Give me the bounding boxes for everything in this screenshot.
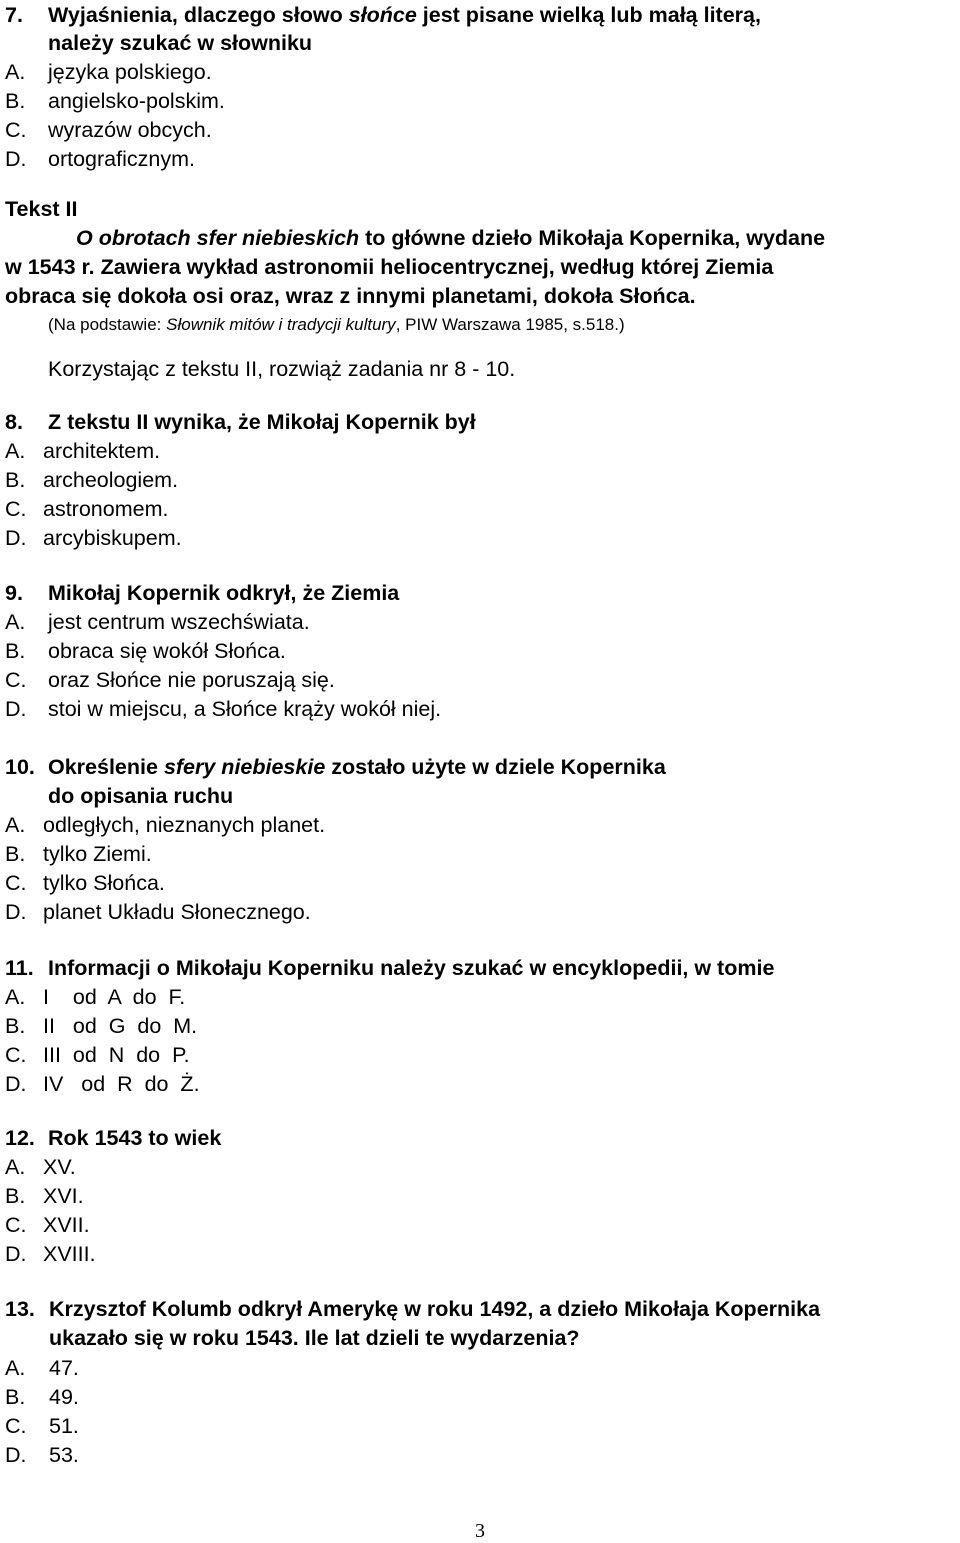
- q12-option-c: C. XVII.: [5, 1213, 90, 1237]
- q10-option-a: A. odległych, nieznanych planet.: [5, 813, 326, 837]
- q8-option-a: A. architektem.: [5, 439, 161, 463]
- q11-option-c: C. III od N do P.: [5, 1043, 190, 1067]
- q12-option-a: A. XV.: [5, 1155, 76, 1179]
- q9-option-b: B. obraca się wokół Słońca.: [5, 639, 286, 663]
- q11-option-d: D. IV od R do Ż.: [5, 1072, 200, 1096]
- text2-instruction: Korzystając z tekstu II, rozwiąż zadania nr 8 - 10.: [48, 357, 516, 381]
- q11-option-a: A. I od A do F.: [5, 985, 186, 1009]
- q13-stem: 13. Krzysztof Kolumb odkrył Amerykę w roku 1492, a dzieło Mikołaja Kopernika: [5, 1297, 821, 1321]
- q12-option-d: D. XVIII.: [5, 1242, 96, 1266]
- q7-option-d: D. ortograficznym.: [5, 147, 195, 171]
- text2-source: (Na podstawie: Słownik mitów i tradycji kultury, PIW Warszawa 1985, s.518.): [48, 315, 625, 334]
- q10-stem-line2: do opisania ruchu: [48, 784, 234, 808]
- text2-line3: obraca się dokoła osi oraz, wraz z innymi planetami, dokoła Słońca.: [5, 284, 696, 308]
- q7-stem-line2: należy szukać w słowniku: [48, 31, 313, 55]
- q7-option-a: A. języka polskiego.: [5, 60, 212, 84]
- q7-stem: 7. Wyjaśnienia, dlaczego słowo słońce jest pisane wielką lub małą literą,: [5, 3, 761, 27]
- q9-option-c: C. oraz Słońce nie poruszają się.: [5, 668, 335, 692]
- q11-stem: 11. Informacji o Mikołaju Koperniku należy szukać w encyklopedii, w tomie: [5, 956, 775, 980]
- q8-option-c: C. astronomem.: [5, 497, 169, 521]
- q7-option-b: B. angielsko-polskim.: [5, 89, 225, 113]
- q9-stem: 9. Mikołaj Kopernik odkrył, że Ziemia: [5, 581, 400, 605]
- q10-option-d: D. planet Układu Słonecznego.: [5, 900, 311, 924]
- q11-option-b: B. II od G do M.: [5, 1014, 198, 1038]
- q12-option-b: B. XVI.: [5, 1184, 84, 1208]
- q13-option-d: D. 53.: [5, 1443, 79, 1467]
- q8-stem: 8. Z tekstu II wynika, że Mikołaj Kopernik był: [5, 410, 476, 434]
- text2-line1: O obrotach sfer niebieskich to główne dzieło Mikołaja Kopernika, wydane: [76, 226, 826, 250]
- q10-stem: 10. Określenie sfery niebieskie zostało użyte w dziele Kopernika: [5, 755, 666, 779]
- q13-option-a: A. 47.: [5, 1356, 79, 1380]
- q12-stem: 12. Rok 1543 to wiek: [5, 1126, 222, 1150]
- q13-stem-line2: ukazało się w roku 1543. Ile lat dzieli te wydarzenia?: [49, 1326, 580, 1350]
- q10-option-b: B. tylko Ziemi.: [5, 842, 152, 866]
- text2-heading: Tekst II: [5, 197, 78, 221]
- q8-option-b: B. archeologiem.: [5, 468, 179, 492]
- q7-option-c: C. wyrazów obcych.: [5, 118, 212, 142]
- text2-line2: w 1543 r. Zawiera wykład astronomii heliocentrycznej, według której Ziemia: [5, 255, 774, 279]
- q7-stem-italic: słońce: [348, 3, 417, 27]
- q13-option-c: C. 51.: [5, 1414, 79, 1438]
- q10-option-c: C. tylko Słońca.: [5, 871, 165, 895]
- q9-option-a: A. jest centrum wszechświata.: [5, 610, 310, 634]
- page-number: 3: [475, 1520, 485, 1542]
- q13-option-b: B. 49.: [5, 1385, 79, 1409]
- q8-option-d: D. arcybiskupem.: [5, 526, 182, 550]
- q7-number: 7.: [5, 3, 23, 27]
- q9-option-d: D. stoi w miejscu, a Słońce krąży wokół niej.: [5, 697, 442, 721]
